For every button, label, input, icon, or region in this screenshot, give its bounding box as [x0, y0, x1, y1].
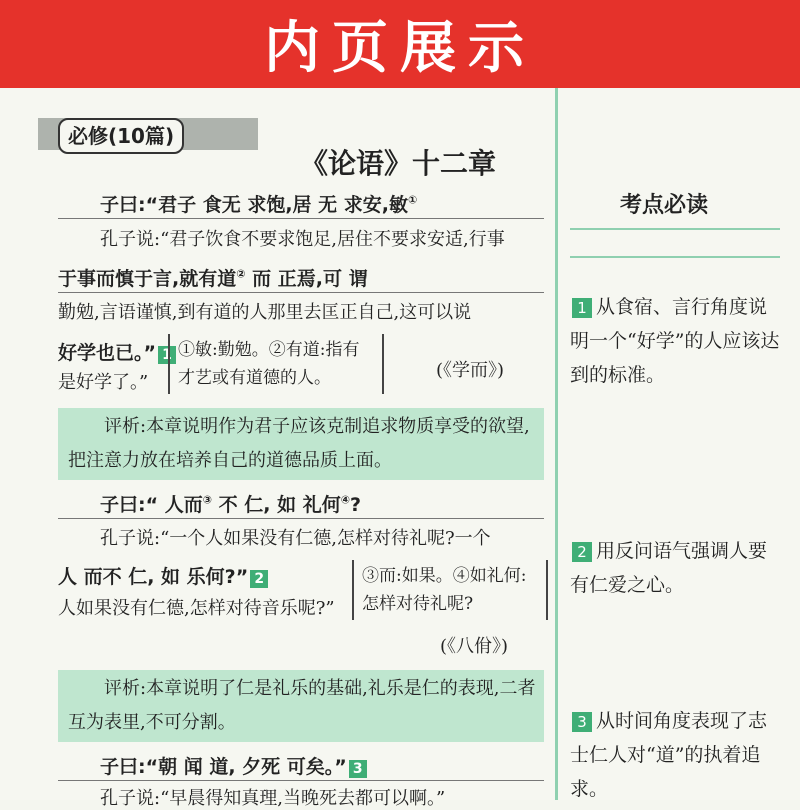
text-underline [58, 780, 544, 781]
passage-1-translation-line-1: 孔子说:“君子饮食不要求饱足,居住不要求安适,行事 [100, 229, 505, 250]
passage-1-translation-line-2: 勤勉,言语谨慎,到有道的人那里去匡正自己,这可以说 [58, 302, 472, 323]
original-text: ? [350, 494, 362, 516]
footnote-mark: ② [236, 267, 246, 281]
exam-point-number: 3 [572, 712, 592, 732]
exam-point-3 [570, 704, 780, 806]
footnote-mark: ④ [340, 493, 351, 507]
original-text: 好学也已。” [58, 342, 156, 364]
original-text: 于事而慎于言,就有道 [58, 268, 237, 290]
exam-point-text: 用反问语气强调人要有仁爱之心。 [570, 540, 768, 596]
sidebar-title: 考点必读 [620, 193, 709, 218]
passage-2-original-line-2 [58, 562, 268, 589]
exam-point-marker: 2 [250, 570, 268, 588]
exam-point-marker: 1 [158, 346, 176, 364]
annotation-box: ①敏:勤勉。②有道:指有才艺或有道德的人。 [168, 334, 384, 394]
exam-point-text: 从时间角度表现了志士仁人对“道”的执着追求。 [570, 710, 768, 800]
text-underline [58, 518, 544, 519]
exam-point-number: 2 [572, 542, 592, 562]
passage-1-original-line-2 [58, 264, 368, 291]
passage-3-original-line-1 [100, 752, 367, 779]
chapter-title: 《论语》十二章 [300, 147, 497, 180]
exam-point-1 [570, 290, 780, 392]
sidebar-rule [570, 228, 780, 230]
original-text: 人 而不 仁, 如 乐何?” [58, 566, 249, 588]
text-underline [58, 218, 544, 219]
original-text: 而 正焉,可 谓 [245, 268, 368, 290]
exam-point-number: 1 [572, 298, 592, 318]
exam-point-2 [570, 534, 780, 602]
source-citation: (《八佾》) [440, 636, 509, 657]
page-banner [0, 0, 800, 88]
passage-1-original-line-1 [100, 190, 417, 217]
sidebar-rule [570, 256, 780, 258]
annotation-box: ③而:如果。④如礼何:怎样对待礼呢? [352, 560, 548, 620]
passage-2-original-line-1 [100, 490, 361, 517]
passage-3-translation-line-1: 孔子说:“早晨得知真理,当晚死去都可以啊。” [100, 788, 446, 809]
section-label: 必修(10篇) [58, 118, 184, 154]
footnote-mark: ① [407, 193, 418, 207]
original-text: 不 仁, 如 礼何 [212, 494, 341, 516]
passage-2-translation-line-1: 孔子说:“一个人如果没有仁德,怎样对待礼呢?一个 [100, 528, 491, 549]
passage-2-translation-line-2: 人如果没有仁德,怎样对待音乐呢?” [58, 598, 335, 619]
footnote-mark: ③ [202, 493, 213, 507]
original-text: 子曰:“ 人而 [100, 494, 203, 516]
column-divider [555, 88, 558, 800]
exam-point-text: 从食宿、言行角度说明一个“好学”的人应该达到的标准。 [570, 296, 780, 386]
passage-2-analysis: 评析:本章说明了仁是礼乐的基础,礼乐是仁的表现,二者互为表里,不可分割。 [68, 678, 536, 733]
exam-point-marker: 3 [349, 760, 367, 778]
text-underline [58, 292, 544, 293]
passage-1-analysis: 评析:本章说明作为君子应该克制追求物质享受的欲望,把注意力放在培养自己的道德品质上面。 [68, 416, 530, 471]
original-text: 子曰:“君子 食无 求饱,居 无 求安,敏 [100, 194, 408, 216]
passage-1-original-line-3 [58, 338, 176, 365]
source-citation: (《学而》) [436, 360, 505, 381]
passage-1-translation-line-3: 是好学了。” [58, 372, 149, 393]
banner-title: 内页展示 [264, 16, 536, 81]
original-text: 子曰:“朝 闻 道, 夕死 可矣。” [100, 756, 347, 778]
